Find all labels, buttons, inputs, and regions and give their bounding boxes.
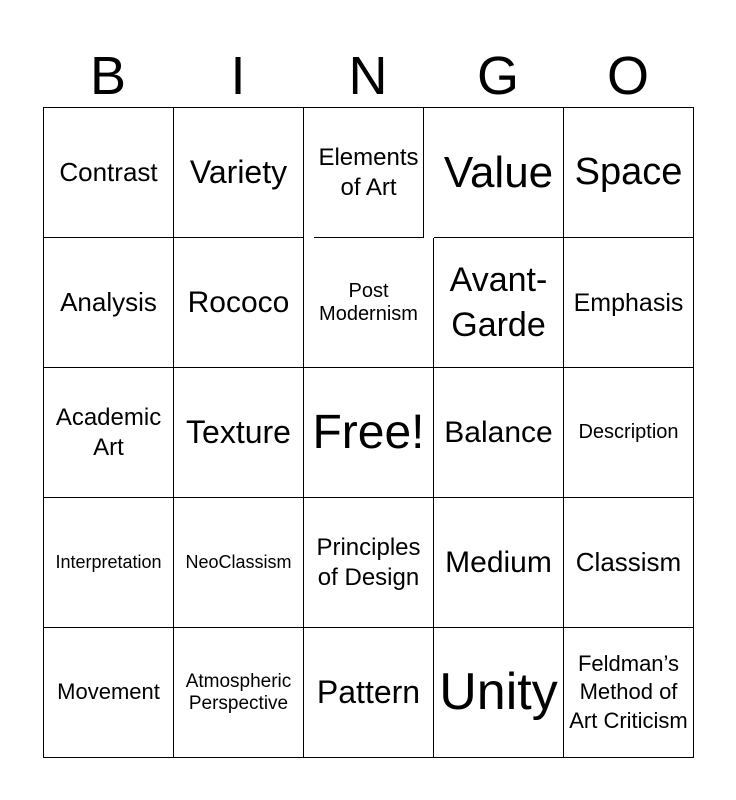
bingo-cell[interactable]: Texture [174,368,304,498]
bingo-cell[interactable]: Space [564,108,694,238]
bingo-cell[interactable]: Academic Art [44,368,174,498]
free-space-cell[interactable]: Free! [304,368,434,498]
bingo-cell[interactable]: Principles of Design [304,498,434,628]
bingo-cell[interactable]: Post Modernism [304,238,434,368]
bingo-cell[interactable]: Rococo [174,238,304,368]
bingo-cell[interactable]: Elements of Art [314,108,424,238]
bingo-cell[interactable]: Variety [174,108,304,238]
bingo-cell[interactable]: Value [434,108,564,238]
bingo-cell[interactable]: Unity [434,628,564,758]
bingo-cell[interactable]: Description [564,368,694,498]
bingo-cell[interactable]: Atmospheric Perspective [174,628,304,758]
bingo-cell[interactable]: Medium [434,498,564,628]
header-letter-n: N [348,46,388,106]
bingo-cell[interactable]: Balance [434,368,564,498]
bingo-cell[interactable]: Avant-Garde [434,238,564,368]
bingo-cell[interactable]: Interpretation [44,498,174,628]
bingo-cell[interactable]: Movement [44,628,174,758]
bingo-board [43,107,694,758]
header-letter-b: B [89,46,127,106]
header-letter-o: O [606,46,649,106]
bingo-cell[interactable]: Emphasis [564,238,694,368]
bingo-cell[interactable]: Pattern [304,628,434,758]
bingo-header [43,44,693,108]
bingo-cell[interactable]: Classism [564,498,694,628]
bingo-cell[interactable]: Analysis [44,238,174,368]
bingo-cell[interactable]: NeoClassism [174,498,304,628]
header-letter-i: I [230,46,246,106]
bingo-cell[interactable]: Feldman’s Method of Art Criticism [564,628,694,758]
bingo-cell[interactable]: Contrast [44,108,174,238]
header-letter-g: G [476,46,519,106]
